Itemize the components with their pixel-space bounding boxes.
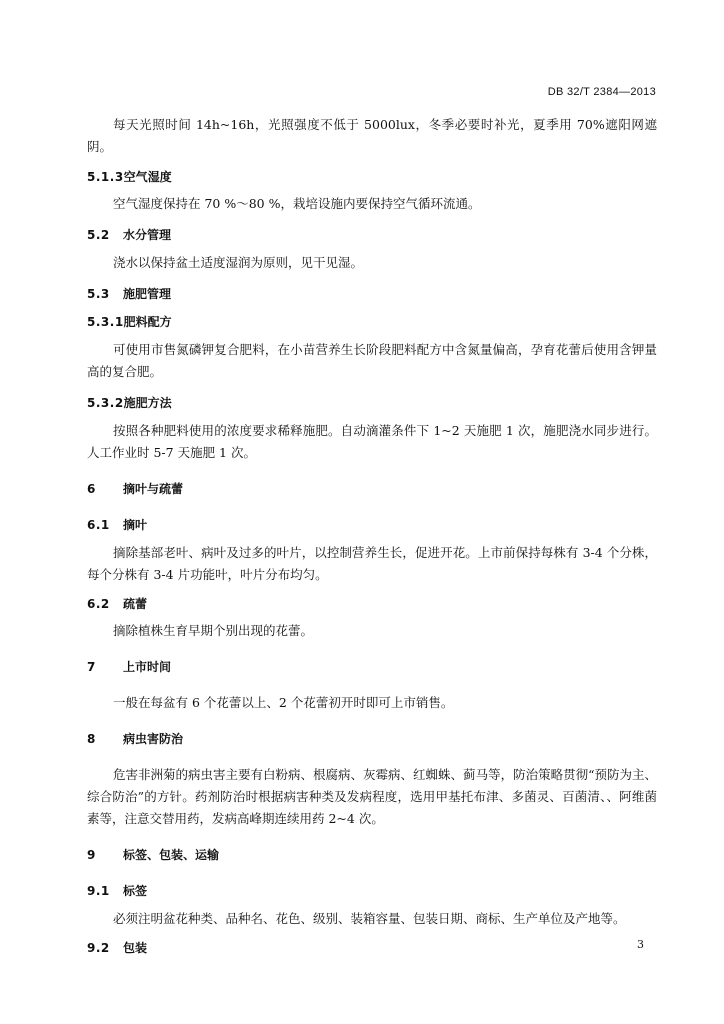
section-title: 空气湿度 bbox=[123, 170, 172, 184]
paragraph-humidity: 空气湿度保持在 70 %～80 %，栽培设施内要保持空气循环流通。 bbox=[113, 196, 481, 211]
section-number: 9 bbox=[87, 848, 96, 862]
section-number: 5.3.2 bbox=[87, 396, 124, 410]
section-title: 病虫害防治 bbox=[123, 732, 184, 746]
section-number: 9.1 bbox=[87, 884, 110, 898]
section-number: 5.2 bbox=[87, 228, 110, 242]
section-title: 水分管理 bbox=[123, 228, 172, 242]
heading-6-1 bbox=[87, 514, 657, 536]
heading-8 bbox=[87, 728, 657, 750]
section-title: 上市时间 bbox=[123, 660, 172, 674]
document-body bbox=[87, 110, 657, 959]
heading-6 bbox=[87, 478, 657, 500]
section-title: 标签、包装、运输 bbox=[123, 848, 220, 862]
paragraph-market-time: 一般在每盆有 6 个花蕾以上、2 个花蕾初开时即可上市销售。 bbox=[113, 695, 454, 710]
section-number: 7 bbox=[87, 660, 96, 674]
heading-9-1 bbox=[87, 880, 657, 902]
heading-5-3-2 bbox=[87, 392, 657, 414]
heading-9-2 bbox=[87, 937, 657, 959]
section-title: 摘叶与疏蕾 bbox=[123, 482, 184, 496]
heading-5-3-1 bbox=[87, 311, 657, 333]
heading-5-2 bbox=[87, 224, 657, 246]
section-title: 施肥管理 bbox=[123, 287, 172, 301]
paragraph-leaf-removal: 摘除基部老叶、病叶及过多的叶片，以控制营养生长，促进开花。上市前保持每株有 3-4 个分株，每个分株有 3-4 片功能叶，叶片分布均匀。 bbox=[87, 545, 657, 582]
heading-5-3 bbox=[87, 283, 657, 305]
paragraph-watering: 浇水以保持盆土适度湿润为原则，见干见湿。 bbox=[113, 255, 364, 270]
section-title: 摘叶 bbox=[123, 518, 148, 532]
section-title: 疏蕾 bbox=[123, 597, 148, 611]
paragraph-pest-control: 危害非洲菊的病虫害主要有白粉病、根腐病、灰霉病、红蜘蛛、蓟马等，防治策略贯彻“预防为主、综合防治”的方针。药剂防治时根据病害种类及发病程度，选用甲基托布津、多菌灵、百菌清、、阿维菌素等，注意交替用药，发病高峰期连续用药 2~4 次。 bbox=[87, 767, 657, 826]
paragraph-fertilizer-method: 按照各种肥料使用的浓度要求稀释施肥。自动滴灌条件下 1~2 天施肥 1 次，施肥浇水同步进行。人工作业时 5-7 天施肥 1 次。 bbox=[87, 423, 657, 460]
section-number: 5.1.3 bbox=[87, 170, 124, 184]
section-number: 6.2 bbox=[87, 597, 110, 611]
paragraph-labeling: 必须注明盆花种类、品种名、花色、级别、装箱容量、包装日期、商标、生产单位及产地等。 bbox=[113, 911, 626, 926]
document-code: DB 32/T 2384—2013 bbox=[547, 86, 656, 98]
heading-5-1-3 bbox=[87, 166, 657, 188]
section-title: 标签 bbox=[123, 884, 148, 898]
section-number: 6 bbox=[87, 482, 96, 496]
section-title: 包装 bbox=[123, 941, 148, 955]
page-number: 3 bbox=[637, 938, 644, 951]
section-title: 肥料配方 bbox=[123, 315, 172, 329]
section-title: 施肥方法 bbox=[123, 396, 172, 410]
section-number: 6.1 bbox=[87, 518, 110, 532]
section-number: 9.2 bbox=[87, 941, 110, 955]
heading-6-2 bbox=[87, 593, 657, 615]
paragraph-fertilizer-formula: 可使用市售氮磷钾复合肥料，在小苗营养生长阶段肥料配方中含氮量偏高，孕育花蕾后使用含钾量高的复合肥。 bbox=[87, 342, 657, 379]
paragraph-light-duration: 每天光照时间 14h~16h，光照强度不低于 5000lux，冬季必要时补光，夏季用 70%遮阳网遮阴。 bbox=[87, 117, 657, 154]
section-number: 8 bbox=[87, 732, 96, 746]
section-number: 5.3 bbox=[87, 287, 110, 301]
paragraph-bud-thinning: 摘除植株生育早期个别出现的花蕾。 bbox=[113, 623, 314, 638]
heading-7 bbox=[87, 656, 657, 678]
section-number: 5.3.1 bbox=[87, 315, 124, 329]
heading-9 bbox=[87, 844, 657, 866]
